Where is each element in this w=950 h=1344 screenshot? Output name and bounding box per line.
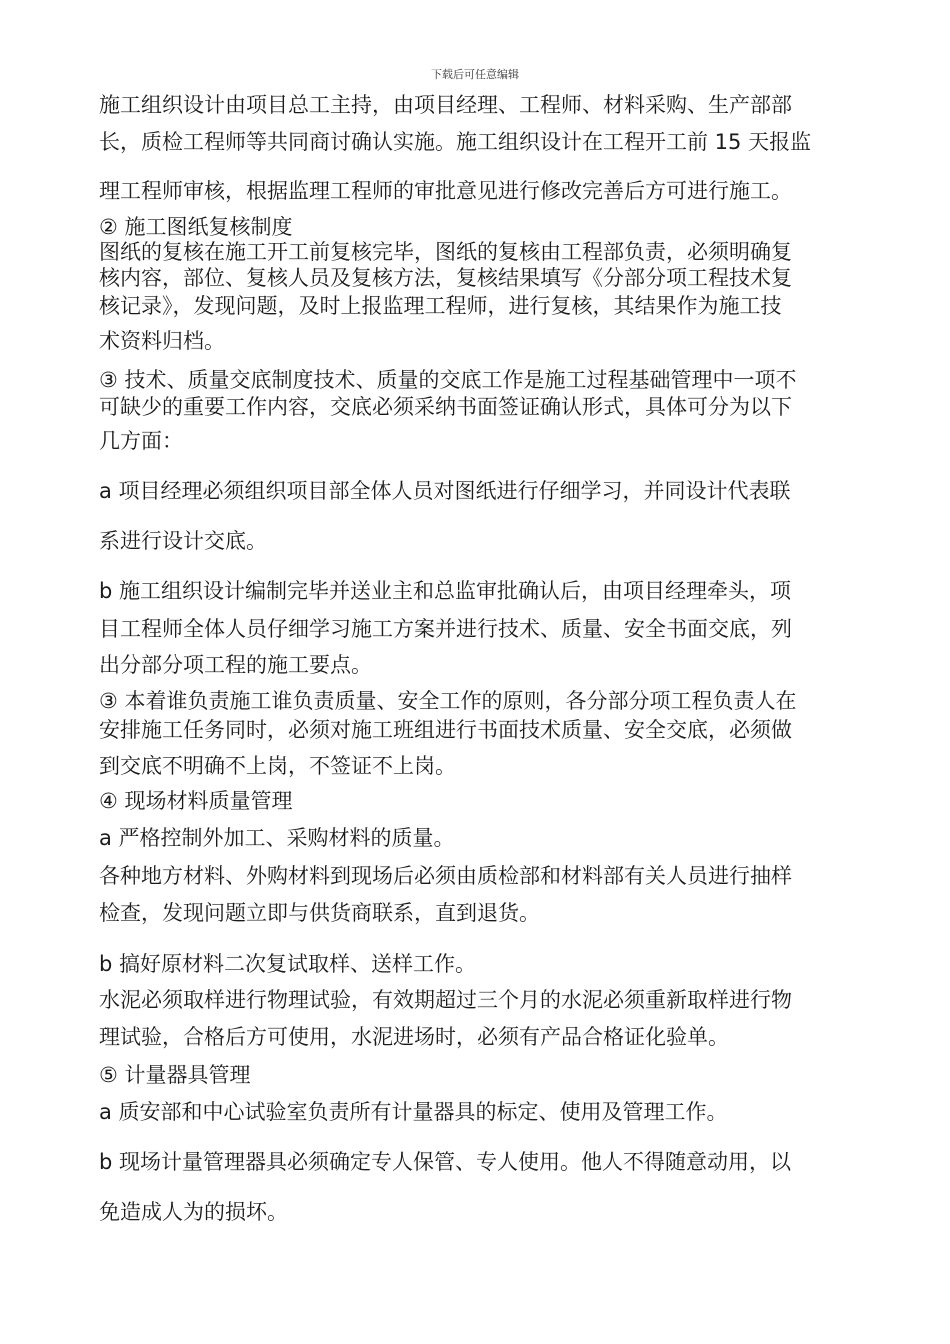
text-line: ③ 技术、质量交底制度技术、质量的交底工作是施工过程基础管理中一项不	[99, 368, 797, 392]
text-line: 检查，发现问题立即与供货商联系，直到退货。	[99, 901, 540, 925]
text-line: 系进行设计交底。	[99, 529, 267, 553]
text-line: 到交底不明确不上岗，不签证不上岗。	[99, 754, 456, 778]
text-line: 术资料归档。	[99, 329, 225, 353]
text-line: a 项目经理必须组织项目部全体人员对图纸进行仔细学习，并同设计代表联	[99, 479, 791, 503]
text-line: 核记录》，发现问题，及时上报监理工程师，进行复核，其结果作为施工技	[99, 294, 782, 318]
text-line: 理工程师审核，根据监理工程师的审批意见进行修改完善后方可进行施工。	[99, 179, 792, 203]
text-line: b 施工组织设计编制完毕并送业主和总监审批确认后，由项目经理牵头，项	[99, 579, 792, 603]
text-line: a 严格控制外加工、采购材料的质量。	[99, 826, 455, 850]
text-line: b 搞好原材料二次复试取样、送样工作。	[99, 952, 477, 976]
text-line: 免造成人为的损坏。	[99, 1200, 288, 1224]
text-line: ⑤ 计量器具管理	[99, 1063, 251, 1087]
text-line: 施工组织设计由项目总工主持，由项目经理、工程师、材料采购、生产部部	[99, 93, 792, 117]
text-line: 可缺少的重要工作内容，交底必须采纳书面签证确认形式，具体可分为以下	[99, 395, 792, 419]
text-line: 出分部分项工程的施工要点。	[99, 653, 372, 677]
text-line: b 现场计量管理器具必须确定专人保管、专人使用。他人不得随意动用，以	[99, 1150, 792, 1174]
text-line: 安排施工任务同时，必须对施工班组进行书面技术质量、安全交底，必须做	[99, 718, 792, 742]
page-header: 下载后可任意编辑	[431, 68, 519, 81]
text-line: 水泥必须取样进行物理试验，有效期超过三个月的水泥必须重新取样进行物	[99, 988, 792, 1012]
text-line: ② 施工图纸复核制度	[99, 215, 293, 239]
text-line: ③ 本着谁负责施工谁负责质量、安全工作的原则，各分部分项工程负责人在	[99, 689, 797, 713]
text-line: 理试验，合格后方可使用，水泥进场时，必须有产品合格证化验单。	[99, 1025, 729, 1049]
text-line: 核内容，部位、复核人员及复核方法，复核结果填写《分部分项工程技术复	[99, 266, 792, 290]
text-line: 图纸的复核在施工开工前复核完毕，图纸的复核由工程部负责，必须明确复	[99, 240, 792, 264]
text-line: 长，质检工程师等共同商讨确认实施。施工组织设计在工程开工前 15 天报监	[99, 130, 812, 154]
text-line: 各种地方材料、外购材料到现场后必须由质检部和材料部有关人员进行抽样	[99, 864, 792, 888]
text-line: ④ 现场材料质量管理	[99, 789, 293, 813]
text-line: 目工程师全体人员仔细学习施工方案并进行技术、质量、安全书面交底，列	[99, 617, 792, 641]
text-line: 几方面：	[99, 429, 183, 453]
text-line: a 质安部和中心试验室负责所有计量器具的标定、使用及管理工作。	[99, 1100, 728, 1124]
